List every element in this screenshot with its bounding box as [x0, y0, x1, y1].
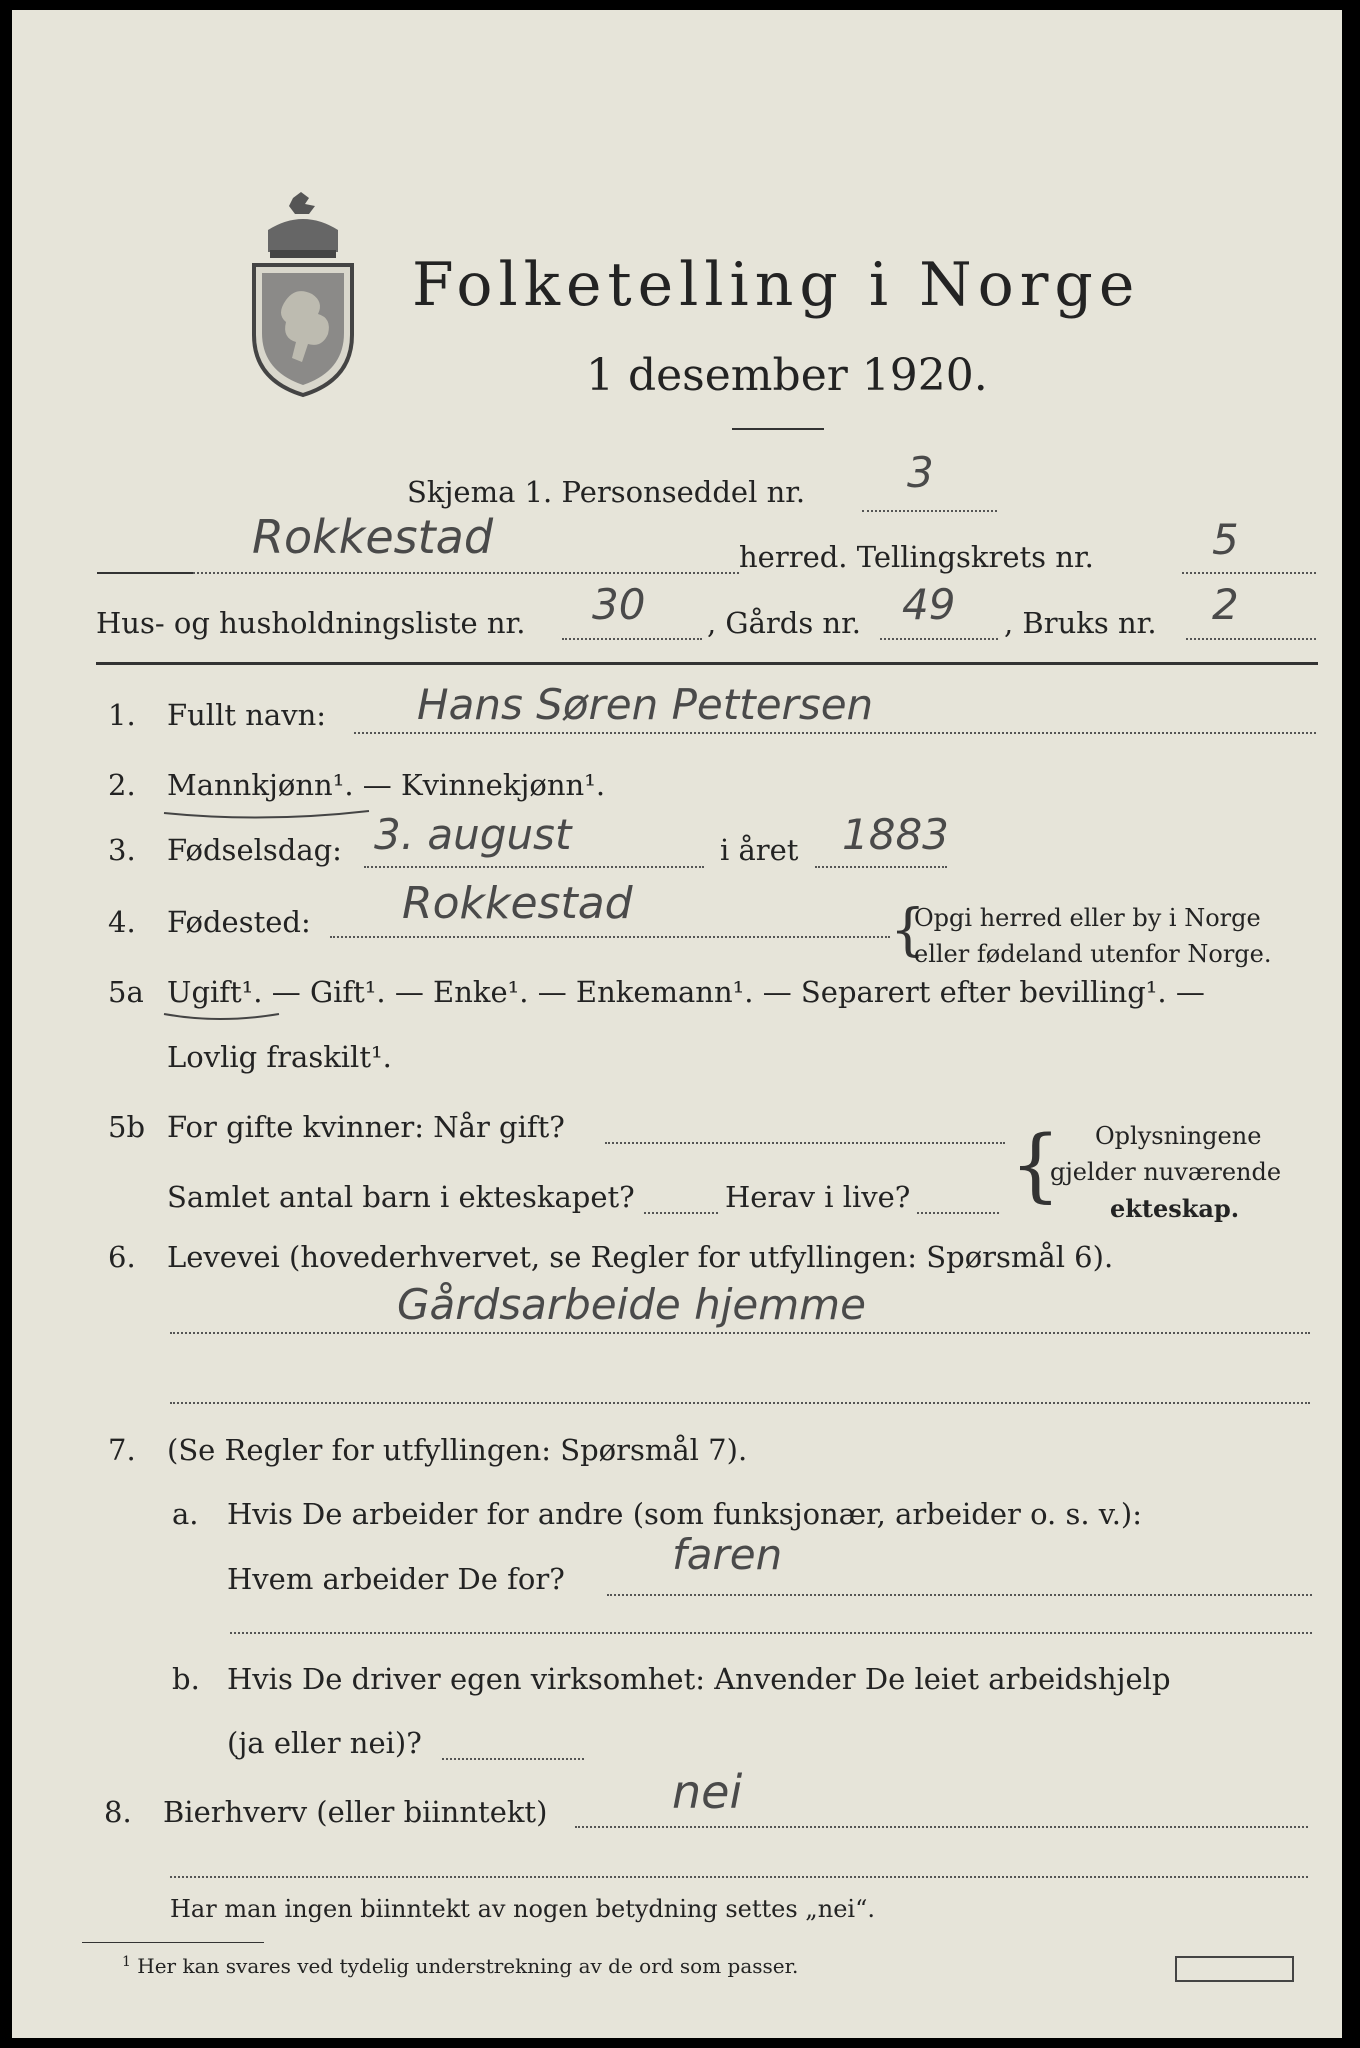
q5b-note-line2: gjelder nuværende [1050, 1158, 1282, 1186]
q7b-question: (ja eller nei)? [227, 1726, 422, 1760]
q8-value: nei [672, 1765, 743, 1819]
q2-label: Mannkjønn¹. — Kvinnekjønn¹. [167, 768, 606, 802]
q6-line2 [170, 1402, 1310, 1404]
q5b-brace: { [1010, 1118, 1061, 1211]
header-rule [96, 662, 1318, 665]
q2-underline-mark [162, 805, 372, 825]
q7b-label: Hvis De driver egen virksomhet: Anvender De leiet arbeidshjelp [227, 1662, 1171, 1696]
census-date: 1 desember 1920. [586, 350, 988, 401]
q3-year-label: i året [720, 833, 799, 867]
q6-number: 6. [108, 1240, 136, 1274]
q8-number: 8. [104, 1795, 132, 1829]
footnote [122, 1954, 798, 1978]
personseddel-value: 3 [907, 448, 934, 497]
q8-note: Har man ingen biinntekt av nogen betydning settes „nei“. [170, 1895, 875, 1923]
q8-line2 [170, 1876, 1308, 1878]
q7a-question: Hvem arbeider De for? [227, 1562, 565, 1596]
herred-value: Rokkestad [252, 510, 494, 564]
coat-of-arms-emblem [248, 190, 358, 400]
hus-label: Hus- og husholdningsliste nr. [96, 606, 526, 640]
q5a-number: 5a [108, 975, 144, 1009]
q3-year-line [815, 866, 947, 868]
bruks-label: , Bruks nr. [1004, 606, 1157, 640]
herred-rule-left [97, 572, 193, 574]
q8-line1 [575, 1826, 1308, 1828]
q4-value: Rokkestad [402, 878, 633, 929]
form-title: Folketelling i Norge [412, 250, 1141, 320]
footnote-text: Her kan svares ved tydelig understrekning av de ord som passer. [137, 1954, 799, 1978]
q5b-children-label: Samlet antal barn i ekteskapet? [167, 1180, 635, 1214]
census-form [12, 10, 1342, 2038]
q7b-line [442, 1758, 584, 1760]
q4-label: Fødested: [167, 905, 311, 939]
q4-note-line1: Opgi herred eller by i Norge [914, 904, 1261, 932]
gards-label: , Gårds nr. [707, 606, 861, 640]
q7-number: 7. [108, 1433, 136, 1467]
q5a-underline-mark [162, 1008, 282, 1026]
q7a-label: Hvis De arbeider for andre (som funksjonær, arbeider o. s. v.): [227, 1497, 1143, 1531]
q5b-married-line [605, 1142, 1005, 1144]
q7a-value: faren [672, 1530, 783, 1579]
footnote-rule [82, 1942, 264, 1943]
q6-line1 [170, 1332, 1310, 1334]
q5b-alive-line [917, 1212, 999, 1214]
bruks-line [1186, 638, 1316, 640]
q4-brace: { [890, 898, 926, 963]
footnote-marker: 1 [122, 1954, 131, 1970]
q3-number: 3. [108, 833, 136, 867]
herred-label: herred. Tellingskrets nr. [739, 540, 1094, 574]
bruks-value: 2 [1212, 580, 1239, 629]
q4-line [330, 936, 890, 938]
q7-label: (Se Regler for utfyllingen: Spørsmål 7). [167, 1433, 748, 1467]
hus-value: 30 [592, 580, 646, 629]
q2-number: 2. [108, 768, 136, 802]
q3-day-line [364, 866, 704, 868]
q5b-children-line [644, 1212, 718, 1214]
q1-line [354, 732, 1316, 734]
q1-value: Hans Søren Pettersen [417, 680, 874, 729]
q5a-label-cont: Lovlig fraskilt¹. [167, 1040, 392, 1074]
q5b-label: For gifte kvinner: Når gift? [167, 1110, 565, 1144]
q3-day-value: 3. august [374, 810, 572, 859]
q3-year-value: 1883 [842, 810, 949, 859]
gards-value: 49 [902, 580, 956, 629]
gards-line [880, 638, 998, 640]
herred-line [193, 572, 739, 574]
tellingskrets-value: 5 [1212, 515, 1239, 564]
q6-value: Gårdsarbeide hjemme [397, 1280, 866, 1329]
q7a-line1 [607, 1594, 1312, 1596]
q5b-note-line3: ekteskap. [1110, 1194, 1240, 1223]
q3-label: Fødselsdag: [167, 833, 342, 867]
q6-label: Levevei (hovederhvervet, se Regler for utfyllingen: Spørsmål 6). [167, 1240, 1114, 1274]
q8-label: Bierhverv (eller biinntekt) [163, 1795, 548, 1829]
q5a-label: Ugift¹. — Gift¹. — Enke¹. — Enkemann¹. — Separert efter bevilling¹. — [167, 975, 1205, 1009]
printer-stamp [1175, 1956, 1294, 1982]
q5b-note-line1: Oplysningene [1095, 1122, 1262, 1150]
q7a-line2 [230, 1632, 1312, 1634]
schema-label: Skjema 1. Personseddel nr. [407, 475, 806, 509]
hus-line [562, 638, 702, 640]
q7a-letter: a. [172, 1497, 199, 1531]
q5b-number: 5b [108, 1110, 146, 1144]
q5b-alive-label: Herav i live? [725, 1180, 911, 1214]
q7b-letter: b. [172, 1662, 200, 1696]
q1-label: Fullt navn: [167, 698, 327, 732]
title-divider [732, 428, 824, 430]
personseddel-line [862, 510, 997, 512]
q4-number: 4. [108, 905, 136, 939]
q1-number: 1. [108, 698, 136, 732]
tellingskrets-line [1182, 572, 1316, 574]
q4-note-line2: eller fødeland utenfor Norge. [914, 940, 1272, 968]
